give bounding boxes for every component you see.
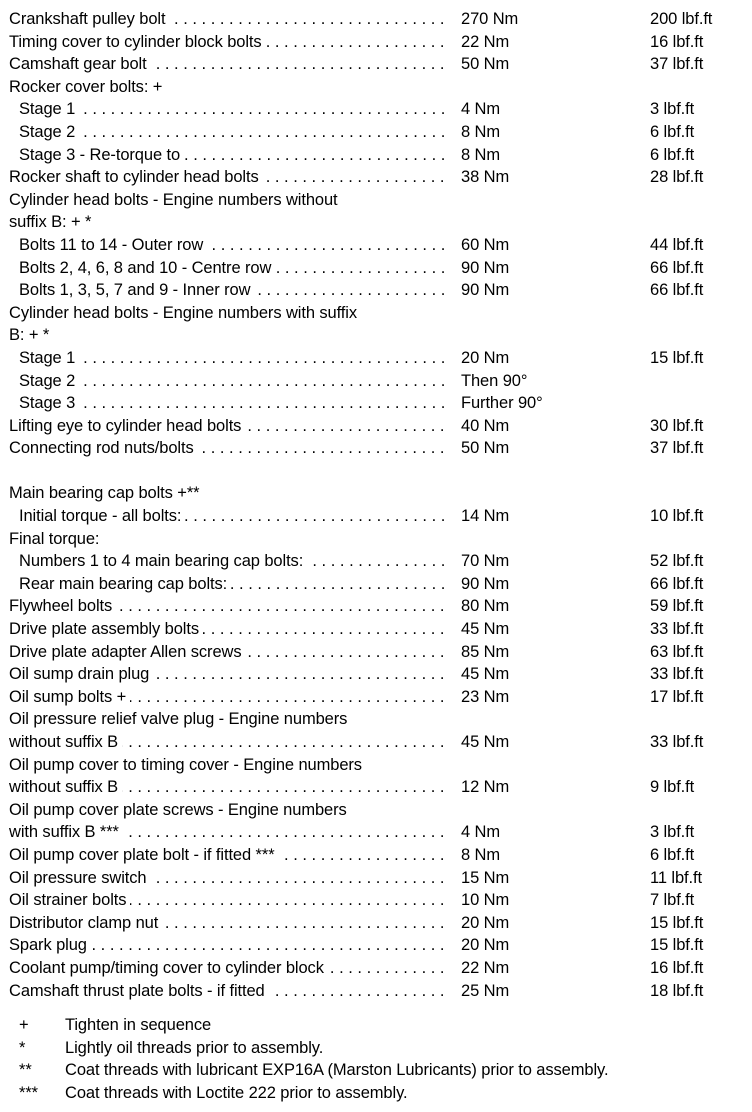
spec-row bbox=[9, 121, 749, 144]
torque-nm: 90 Nm bbox=[461, 574, 510, 593]
spec-description bbox=[9, 912, 449, 935]
torque-nm: 20 Nm bbox=[461, 913, 510, 932]
footnote bbox=[9, 1082, 749, 1105]
torque-lbf-ft: 200 lbf.ft bbox=[650, 10, 713, 28]
footnote-symbol: *** bbox=[19, 1083, 38, 1102]
torque-nm: 50 Nm bbox=[461, 55, 510, 74]
footnote-text: Lightly oil threads prior to assembly. bbox=[65, 1038, 324, 1057]
spec-description bbox=[19, 234, 449, 257]
spacer-row bbox=[9, 460, 749, 483]
spec-row bbox=[9, 821, 749, 844]
spec-description bbox=[19, 98, 449, 121]
spec-row bbox=[9, 31, 749, 54]
torque-nm: 45 Nm bbox=[461, 620, 510, 639]
spec-description bbox=[9, 8, 449, 31]
torque-nm: 45 Nm bbox=[461, 733, 510, 751]
torque-nm: 45 Nm bbox=[461, 665, 510, 684]
spec-row bbox=[9, 754, 749, 777]
spec-row bbox=[9, 482, 749, 505]
torque-lbf-ft: 37 lbf.ft bbox=[650, 55, 704, 74]
torque-lbf-ft: 59 lbf.ft bbox=[650, 597, 704, 616]
spec-label: with suffix B *** bbox=[9, 823, 123, 841]
spec-label: Initial torque - all bolts: bbox=[19, 507, 185, 525]
spec-description bbox=[9, 867, 449, 890]
spec-description bbox=[9, 957, 449, 980]
spec-description bbox=[9, 844, 449, 867]
spec-row bbox=[9, 867, 749, 890]
spec-label: Main bearing cap bolts +** bbox=[9, 484, 203, 502]
torque-nm: 10 Nm bbox=[461, 891, 510, 910]
torque-nm: 4 Nm bbox=[461, 100, 501, 119]
spec-description bbox=[9, 211, 449, 234]
spec-description bbox=[9, 76, 449, 99]
spec-label: Final torque: bbox=[9, 530, 103, 548]
spec-label: Distributor clamp nut bbox=[9, 914, 162, 932]
spec-description bbox=[19, 144, 449, 167]
spec-label: B: + * bbox=[9, 326, 53, 344]
torque-lbf-ft: 16 lbf.ft bbox=[650, 32, 704, 51]
torque-nm: 8 Nm bbox=[461, 145, 501, 164]
spec-row bbox=[9, 550, 749, 573]
torque-lbf-ft: 63 lbf.ft bbox=[650, 642, 704, 661]
spec-label: Lifting eye to cylinder head bolts bbox=[9, 417, 245, 435]
spec-label bbox=[9, 462, 13, 480]
torque-lbf-ft: 33 lbf.ft bbox=[650, 733, 704, 751]
spec-description bbox=[9, 934, 449, 957]
spec-row bbox=[9, 53, 749, 76]
footnote-symbol: + bbox=[19, 1016, 29, 1034]
torque-lbf-ft: 66 lbf.ft bbox=[650, 574, 704, 593]
spec-description bbox=[9, 324, 449, 347]
spec-row bbox=[9, 573, 749, 596]
spec-description bbox=[9, 31, 449, 54]
spec-label: Cylinder head bolts - Engine numbers without bbox=[9, 191, 342, 209]
spec-description bbox=[9, 799, 449, 822]
torque-lbf-ft: 15 lbf.ft bbox=[650, 913, 704, 932]
torque-nm: Further 90° bbox=[461, 394, 543, 413]
spec-label: without suffix B bbox=[9, 778, 122, 796]
spec-description bbox=[9, 686, 449, 709]
torque-nm: 50 Nm bbox=[461, 439, 510, 458]
spec-description bbox=[19, 505, 449, 528]
spec-label: Drive plate adapter Allen screws bbox=[9, 643, 246, 661]
spec-row bbox=[9, 912, 749, 935]
spec-label: Camshaft thrust plate bolts - if fitted bbox=[9, 982, 269, 1000]
spec-row bbox=[9, 166, 749, 189]
torque-nm: 90 Nm bbox=[461, 258, 510, 277]
torque-lbf-ft: 17 lbf.ft bbox=[650, 687, 704, 706]
spec-label: Cylinder head bolts - Engine numbers with suffix bbox=[9, 304, 361, 322]
spec-label: Flywheel bolts bbox=[9, 597, 116, 615]
torque-nm: 40 Nm bbox=[461, 416, 510, 435]
spec-description bbox=[19, 550, 449, 573]
torque-lbf-ft: 15 lbf.ft bbox=[650, 936, 704, 955]
spec-row bbox=[9, 663, 749, 686]
spec-description bbox=[9, 482, 449, 505]
torque-spec-table bbox=[9, 8, 749, 1002]
spec-label: Connecting rod nuts/bolts bbox=[9, 439, 198, 457]
footnote bbox=[9, 1059, 749, 1082]
spec-description bbox=[19, 121, 449, 144]
spec-label: Rocker cover bolts: + bbox=[9, 78, 166, 96]
spec-row bbox=[9, 437, 749, 460]
spec-row bbox=[9, 776, 749, 799]
torque-nm: 8 Nm bbox=[461, 845, 501, 864]
spec-description bbox=[9, 663, 449, 686]
torque-nm: 8 Nm bbox=[461, 122, 501, 141]
spec-label: Stage 3 bbox=[19, 394, 79, 412]
spec-row bbox=[9, 618, 749, 641]
torque-nm: 38 Nm bbox=[461, 168, 510, 187]
torque-lbf-ft: 15 lbf.ft bbox=[650, 348, 704, 367]
spec-row bbox=[9, 641, 749, 664]
torque-lbf-ft: 37 lbf.ft bbox=[650, 439, 704, 458]
torque-lbf-ft: 30 lbf.ft bbox=[650, 416, 704, 435]
torque-nm: 20 Nm bbox=[461, 348, 510, 367]
torque-nm: 22 Nm bbox=[461, 32, 510, 51]
spec-description bbox=[9, 731, 449, 754]
spec-label: Rocker shaft to cylinder head bolts bbox=[9, 168, 263, 186]
spec-row bbox=[9, 144, 749, 167]
spec-description bbox=[9, 754, 449, 777]
torque-nm: 60 Nm bbox=[461, 235, 510, 254]
spec-row bbox=[9, 302, 749, 325]
footnote-text: Coat threads with lubricant EXP16A (Marston Lubricants) prior to assembly. bbox=[65, 1061, 609, 1080]
torque-nm: 85 Nm bbox=[461, 642, 510, 661]
spec-label: Crankshaft pulley bolt bbox=[9, 10, 169, 28]
spec-label: Stage 2 bbox=[19, 123, 79, 141]
torque-lbf-ft: 33 lbf.ft bbox=[650, 665, 704, 684]
spec-row bbox=[9, 934, 749, 957]
footnotes bbox=[9, 1014, 749, 1104]
spec-label: Camshaft gear bolt bbox=[9, 55, 151, 73]
torque-lbf-ft: 28 lbf.ft bbox=[650, 168, 704, 187]
torque-nm: Then 90° bbox=[461, 371, 528, 390]
spec-row bbox=[9, 324, 749, 347]
spec-description bbox=[9, 460, 449, 483]
spec-row bbox=[9, 799, 749, 822]
spec-label: Oil pressure relief valve plug - Engine numbers bbox=[9, 710, 351, 728]
spec-label: Stage 3 - Re-torque to bbox=[19, 146, 184, 164]
spec-label: Spark plug bbox=[9, 936, 91, 954]
spec-description bbox=[9, 889, 449, 912]
spec-label: Oil pump cover to timing cover - Engine numbers bbox=[9, 756, 366, 774]
spec-row bbox=[9, 889, 749, 912]
spec-row bbox=[9, 98, 749, 121]
torque-lbf-ft: 9 lbf.ft bbox=[650, 778, 695, 797]
spec-row bbox=[9, 415, 749, 438]
spec-row bbox=[9, 595, 749, 618]
torque-lbf-ft: 6 lbf.ft bbox=[650, 122, 695, 141]
spec-description bbox=[9, 415, 449, 438]
torque-nm: 90 Nm bbox=[461, 281, 510, 300]
torque-nm: 23 Nm bbox=[461, 687, 510, 706]
spec-description bbox=[19, 573, 449, 596]
torque-nm: 270 Nm bbox=[461, 10, 519, 28]
spec-row bbox=[9, 76, 749, 99]
spec-description bbox=[9, 708, 449, 731]
torque-lbf-ft: 6 lbf.ft bbox=[650, 145, 695, 164]
torque-nm: 14 Nm bbox=[461, 507, 510, 526]
spec-label: Oil sump bolts + bbox=[9, 688, 130, 706]
torque-lbf-ft: 16 lbf.ft bbox=[650, 958, 704, 977]
spec-row bbox=[9, 8, 749, 31]
footnote bbox=[9, 1037, 749, 1060]
torque-nm: 15 Nm bbox=[461, 868, 510, 887]
spec-description bbox=[9, 821, 449, 844]
footnote-symbol: * bbox=[19, 1038, 26, 1057]
spec-row bbox=[9, 505, 749, 528]
spec-row bbox=[9, 686, 749, 709]
spec-row bbox=[9, 189, 749, 212]
spec-label: Rear main bearing cap bolts: bbox=[19, 575, 231, 593]
spec-label: Coolant pump/timing cover to cylinder block bbox=[9, 959, 328, 977]
spec-description bbox=[19, 392, 449, 415]
spec-row bbox=[9, 211, 749, 234]
spec-description bbox=[9, 776, 449, 799]
torque-lbf-ft: 6 lbf.ft bbox=[650, 845, 695, 864]
spec-row bbox=[9, 980, 749, 1003]
spec-row bbox=[9, 528, 749, 551]
spec-label: Stage 1 bbox=[19, 349, 79, 367]
spec-description bbox=[9, 437, 449, 460]
spec-description bbox=[9, 53, 449, 76]
spec-row bbox=[9, 370, 749, 393]
torque-lbf-ft: 66 lbf.ft bbox=[650, 258, 704, 277]
spec-row bbox=[9, 392, 749, 415]
torque-nm: 80 Nm bbox=[461, 597, 510, 616]
torque-lbf-ft: 11 lbf.ft bbox=[650, 868, 702, 887]
torque-lbf-ft: 44 lbf.ft bbox=[650, 235, 704, 254]
spec-label: without suffix B bbox=[9, 733, 122, 751]
spec-row bbox=[9, 844, 749, 867]
spec-description bbox=[9, 618, 449, 641]
torque-lbf-ft: 7 lbf.ft bbox=[650, 891, 695, 910]
torque-nm: 4 Nm bbox=[461, 823, 501, 842]
torque-nm: 25 Nm bbox=[461, 981, 510, 1000]
spec-description bbox=[9, 595, 449, 618]
spec-label: Bolts 11 to 14 - Outer row bbox=[19, 236, 207, 254]
footnote-symbol: ** bbox=[19, 1061, 32, 1080]
spec-description bbox=[9, 528, 449, 551]
spec-label: Bolts 2, 4, 6, 8 and 10 - Centre row bbox=[19, 259, 275, 277]
spec-description bbox=[19, 347, 449, 370]
spec-label: suffix B: + * bbox=[9, 213, 95, 231]
spec-row bbox=[9, 957, 749, 980]
torque-lbf-ft: 66 lbf.ft bbox=[650, 281, 704, 300]
spec-label: Numbers 1 to 4 main bearing cap bolts: bbox=[19, 552, 307, 570]
spec-row bbox=[9, 731, 749, 754]
spec-label: Oil sump drain plug bbox=[9, 665, 153, 683]
footnote-text: Tighten in sequence bbox=[65, 1016, 212, 1034]
torque-nm: 22 Nm bbox=[461, 958, 510, 977]
spec-description bbox=[19, 370, 449, 393]
spec-label: Oil pump cover plate screws - Engine numbers bbox=[9, 801, 351, 819]
spec-row bbox=[9, 347, 749, 370]
torque-lbf-ft: 10 lbf.ft bbox=[650, 507, 704, 526]
footnote bbox=[9, 1014, 749, 1037]
spec-description bbox=[9, 166, 449, 189]
spec-row bbox=[9, 234, 749, 257]
footnote-text: Coat threads with Loctite 222 prior to assembly. bbox=[65, 1083, 408, 1102]
torque-nm: 20 Nm bbox=[461, 936, 510, 955]
spec-label: Oil strainer bolts bbox=[9, 891, 130, 909]
spec-description bbox=[9, 189, 449, 212]
torque-lbf-ft: 3 lbf.ft bbox=[650, 823, 695, 842]
spec-description bbox=[9, 980, 449, 1003]
torque-nm: 70 Nm bbox=[461, 552, 510, 571]
spec-row bbox=[9, 279, 749, 302]
spec-row bbox=[9, 708, 749, 731]
spec-label: Oil pump cover plate bolt - if fitted *** bbox=[9, 846, 279, 864]
spec-row bbox=[9, 257, 749, 280]
torque-nm: 12 Nm bbox=[461, 778, 510, 797]
torque-lbf-ft: 33 lbf.ft bbox=[650, 620, 704, 639]
torque-lbf-ft: 52 lbf.ft bbox=[650, 552, 704, 571]
spec-label: Stage 1 bbox=[19, 100, 79, 118]
spec-label: Oil pressure switch bbox=[9, 869, 150, 887]
spec-description bbox=[19, 257, 449, 280]
spec-description bbox=[9, 641, 449, 664]
spec-label: Stage 2 bbox=[19, 372, 79, 390]
spec-label: Timing cover to cylinder block bolts bbox=[9, 33, 266, 51]
spec-label: Drive plate assembly bolts bbox=[9, 620, 203, 638]
spec-label: Bolts 1, 3, 5, 7 and 9 - Inner row bbox=[19, 281, 254, 299]
spec-description bbox=[9, 302, 449, 325]
torque-lbf-ft: 3 lbf.ft bbox=[650, 100, 695, 119]
spec-description bbox=[19, 279, 449, 302]
torque-lbf-ft: 18 lbf.ft bbox=[650, 981, 704, 1000]
